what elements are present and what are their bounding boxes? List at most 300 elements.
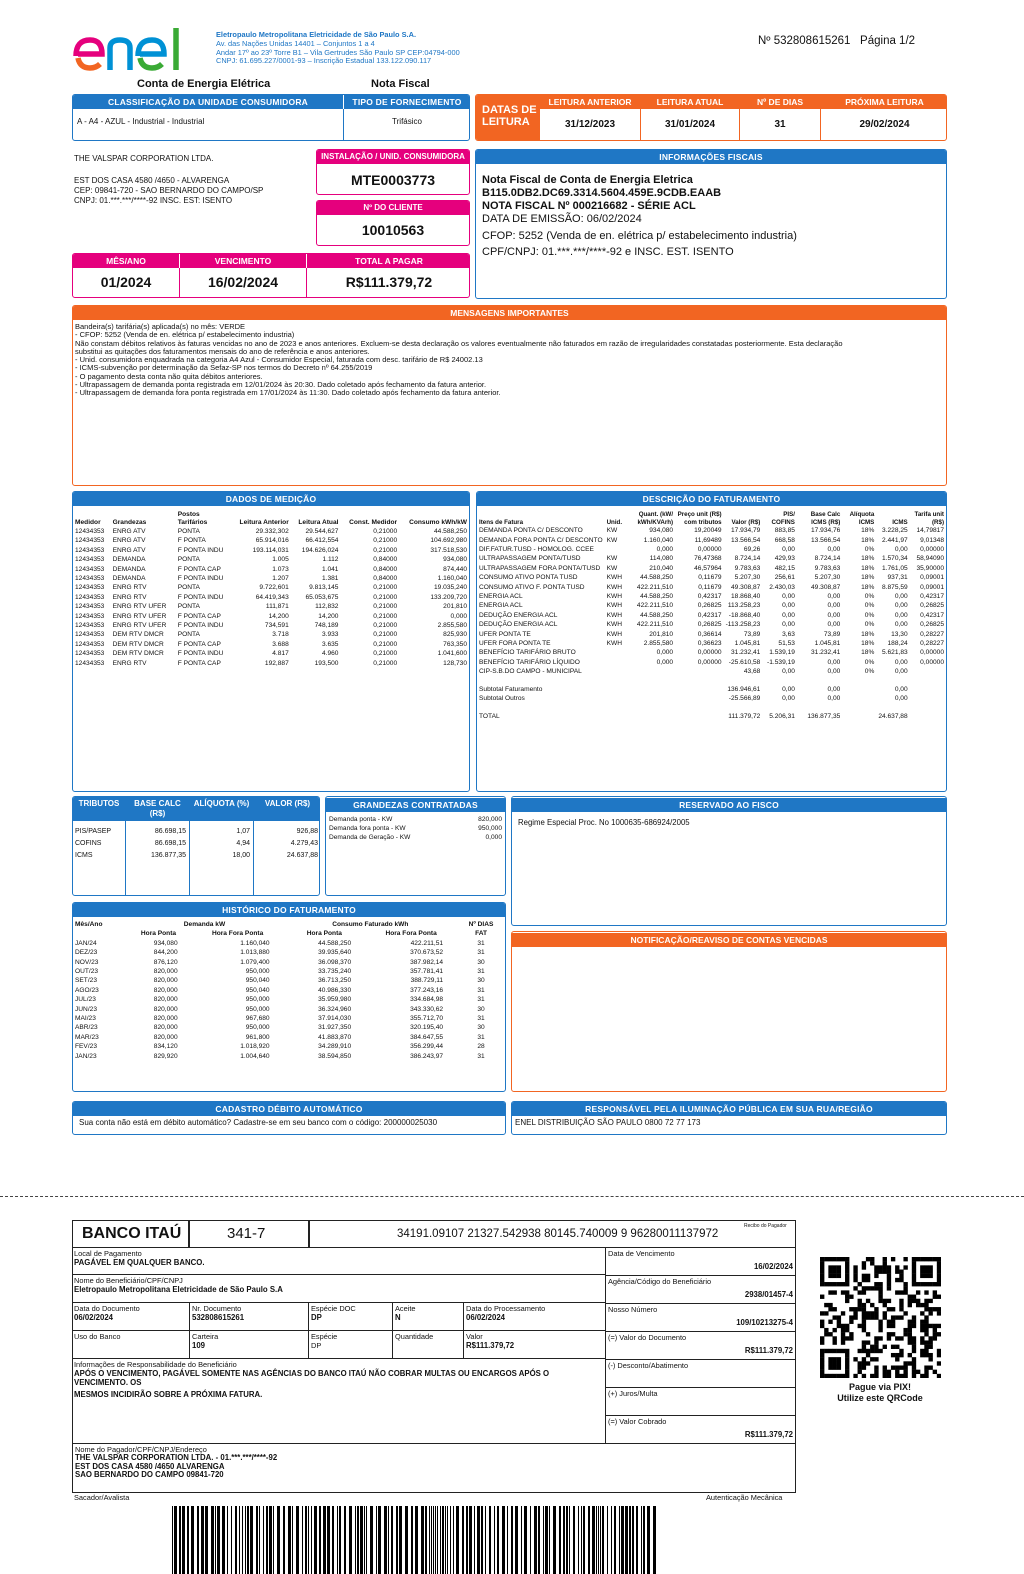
medicao-col: Consumo kWh/kW (409, 519, 467, 526)
faturamento-cell: 76,47368 (694, 555, 722, 563)
client-block (74, 154, 263, 206)
faturamento-cell: 49.308,87 (730, 583, 761, 591)
faturamento-cell: BENEFÍCIO TARIFÁRIO BRUTO (479, 649, 576, 657)
historico-cell: 377.243,16 (410, 986, 444, 994)
historico-cell: 820,000 (153, 1005, 178, 1013)
faturamento-cell (605, 648, 624, 657)
faturamento-cell: 43,68 (743, 668, 761, 676)
medicao-cell: 1.041 (321, 565, 339, 573)
beneficiario: Nome do Beneficiário/CPF/CNPJ Eletropaulo Metropolitana Eletricidade de São Paulo S.A (72, 1275, 606, 1303)
faturamento-cell: 0,000 (656, 546, 674, 553)
historico-cell: 35.959,980 (318, 996, 352, 1004)
historico-cell: SET/23 (75, 977, 97, 985)
debito-header: CADASTRO DÉBITO AUTOMÁTICO (73, 1102, 505, 1116)
faturamento-cell: 0,11679 (698, 574, 722, 582)
table-row (73, 630, 469, 639)
faturamento-cell: 0,00 (894, 593, 908, 601)
cut-line (0, 1196, 1024, 1197)
faturamento-cell: 0% (864, 546, 875, 553)
medicao-cell: 1.112 (322, 556, 339, 564)
medicao-cell: F PONTA CAP (177, 640, 221, 648)
medicao-cell: PONTA (177, 528, 200, 535)
tributos-cell: 86.698,15 (154, 828, 186, 835)
medicao-col: Medidor (75, 519, 101, 526)
bank-name: BANCO ITAÚ (82, 1225, 182, 1242)
historico-cell: 1.004,640 (240, 1052, 270, 1060)
faturamento-cell: 0,42317 (697, 611, 722, 619)
iluminacao-header: RESPONSÁVEL PELA ILUMINAÇÃO PÚBLICA EM SUA RUA/REGIÃO (512, 1102, 946, 1116)
iluminacao-box (511, 1101, 947, 1135)
medicao-table (73, 511, 469, 668)
medicao-cell: 934,080 (443, 556, 467, 564)
contratada-row (329, 833, 502, 842)
medicao-cell: 12434353 (75, 640, 105, 648)
medicao-cell: 4.817 (272, 650, 289, 658)
historico-cell: 820,000 (153, 1015, 178, 1023)
faturamento-cell: 0,00 (894, 658, 908, 666)
faturamento-cell: 17.934,76 (810, 527, 841, 535)
historico-cell: 31 (477, 1033, 485, 1041)
faturamento-cell: 0% (864, 668, 875, 676)
faturamento-cell: 0% (864, 658, 875, 666)
table-row (73, 621, 469, 630)
historico-cell: 844,200 (153, 949, 178, 957)
table-row (477, 554, 946, 563)
faturamento-cell: 9.783,63 (814, 564, 841, 572)
historico-cell: JAN/23 (75, 1052, 97, 1060)
faturamento-cell: 0,00 (782, 546, 795, 553)
historico-cell: 370.673,52 (410, 949, 444, 957)
faturamento-cell: 934,080 (649, 527, 674, 535)
faturamento-cell: 73,89 (823, 630, 841, 638)
faturamento-cell: 69,26 (743, 546, 761, 553)
table-row (477, 667, 946, 676)
faturamento-cell: 0,00 (827, 658, 841, 666)
faturamento-cell: 49.308,87 (810, 583, 841, 591)
carteira: Carteira 109 (190, 1331, 309, 1359)
faturamento-cell: 0,26825 (920, 602, 944, 610)
tributos-col: ALÍQUOTA (%) (193, 799, 250, 808)
medicao-cell: 0,21000 (373, 537, 398, 545)
medicao-cell: 12434353 (75, 528, 105, 535)
table-row (73, 659, 469, 668)
medicao-cell: PONTA (177, 556, 200, 564)
fiscais-emissao: DATA DE EMISSÃO: 06/02/2024 (482, 213, 642, 225)
historico-cell: NOV/23 (75, 958, 99, 966)
hist-sub-fat: FAT (475, 930, 488, 938)
medicao-cell: 763,350 (443, 640, 467, 648)
fisco-header: RESERVADO AO FISCO (512, 798, 946, 812)
medicao-col: Postos Tarifários (177, 511, 208, 526)
client-address-2: CEP: 09841-720 - SAO BERNARDO DO CAMPO/SP (74, 186, 264, 195)
nr-documento: Nr. Documento 532808615261 (190, 1303, 309, 1331)
historico-cell: 31 (477, 968, 485, 976)
historico-cell: 1.018,920 (240, 1043, 270, 1051)
faturamento-cell: 0,00 (827, 602, 841, 610)
hist-sub-ponta-2: Hora Ponta (306, 930, 342, 938)
medicao-cell: F PONTA INDU (177, 546, 224, 554)
medicao-cell: 65.914,016 (255, 537, 289, 545)
medicao-cell: 12434353 (75, 537, 105, 545)
faturamento-cell: 0% (864, 593, 875, 601)
faturamento-table (477, 511, 946, 721)
table-row (73, 593, 469, 602)
summary-valor: -25.566,89 (728, 695, 761, 703)
faturamento-cell: 0,42317 (920, 593, 944, 601)
faturamento-cell: 0,26825 (697, 621, 722, 629)
historico-cell: 44.588,250 (318, 939, 352, 947)
contratada-label: Demanda de Geração - KW (329, 834, 411, 841)
faturamento-cell: 31.232,41 (730, 649, 761, 657)
table-row (477, 592, 946, 601)
faturamento-cell: KW (606, 564, 618, 572)
medicao-cell: PONTA (177, 631, 200, 639)
client-address-1: EST DOS CASA 4580 /4650 - ALVARENGA (74, 176, 230, 185)
faturamento-cell: 0,00 (782, 602, 795, 610)
bank-code: 341-7 (227, 1225, 266, 1242)
faturamento-cell: 18% (861, 649, 875, 657)
historico-cell: ABR/23 (75, 1024, 98, 1032)
tributos-cell: 926,88 (296, 828, 318, 835)
historico-cell: 357.781,41 (410, 968, 444, 976)
faturamento-cell: 18% (861, 640, 875, 648)
hist-col-mes: Mês/Ano (75, 921, 103, 928)
faturamento-cell: 0,00000 (920, 649, 944, 657)
contratada-row (329, 824, 502, 833)
medicao-cell: 0,21000 (373, 659, 398, 667)
local-pagamento: Local de Pagamento PAGÁVEL EM QUALQUER BANCO. (72, 1248, 606, 1275)
medicao-cell: 44.588,250 (433, 528, 467, 535)
faturamento-cell: 51,53 (778, 640, 795, 648)
faturamento-cell: 8.875,59 (881, 583, 908, 591)
historico-cell: FEV/23 (75, 1043, 97, 1051)
faturamento-cell: 3.228,25 (881, 527, 908, 535)
summary-base: 136.877,35 (807, 712, 841, 720)
mensagem-line: substitui as quitações dos faturamentos mensais do ano de referência e anos anteriores. (75, 346, 370, 356)
uso-banco: Uso do Banco (72, 1331, 190, 1359)
historico-cell: 934,080 (153, 939, 178, 947)
faturamento-cell: 0,00 (782, 621, 795, 629)
faturamento-cell: 0,00000 (697, 658, 722, 666)
medicao-cell: 12434353 (75, 650, 105, 658)
table-row (73, 536, 469, 545)
table-row (477, 573, 946, 582)
faturamento-cell: 1.761,05 (881, 564, 908, 572)
page-indicator: Página 1/2 (860, 35, 916, 47)
table-row (477, 658, 946, 667)
faturamento-cell: 35,90000 (916, 564, 944, 572)
medicao-cell: 14,200 (318, 612, 339, 620)
table-row (73, 1042, 505, 1051)
medicao-cell: F PONTA INDU (177, 575, 224, 583)
table-row (73, 986, 505, 995)
medicao-cell: 0,21000 (373, 546, 398, 554)
table-row (73, 583, 469, 592)
medicao-cell: 1.160,040 (437, 575, 467, 583)
faturamento-col: Alíquota ICMS (849, 511, 875, 526)
medicao-cell: DEMANDA (112, 565, 146, 573)
mensagem-line: - ICMS-subvenção por determinação da Sefaz-SP nos termos do Decreto nº 64.255/2019 (75, 363, 373, 373)
faturamento-cell: 0,42317 (920, 611, 944, 619)
faturamento-cell: 0% (864, 611, 875, 619)
historico-cell: 36.098,370 (318, 958, 352, 966)
faturamento-cell: 0,36614 (697, 630, 722, 638)
medicao-cell: 12434353 (75, 612, 105, 620)
faturamento-cell: 0,26825 (697, 602, 722, 610)
recibo-label: Recibo do Pagador (744, 1223, 787, 1229)
faturamento-cell: 0,00 (827, 668, 841, 676)
medicao-cell: 0,84000 (373, 575, 398, 583)
faturamento-cell: 0,28227 (920, 630, 944, 638)
faturamento-cell: KW (606, 527, 618, 535)
faturamento-cell: KWH (606, 602, 622, 610)
faturamento-cell: 18% (861, 574, 875, 582)
historico-cell: 31 (477, 939, 485, 947)
medicao-cell: DEMANDA (112, 575, 146, 583)
mes-ano-header: MÊS/ANO (73, 254, 179, 268)
mensagens-header: MENSAGENS IMPORTANTES (73, 306, 946, 320)
nosso-numero: Nosso Número 109/10213275-4 (606, 1304, 796, 1332)
tributos-cell: ICMS (75, 852, 93, 859)
faturamento-box (476, 491, 947, 792)
contratada-row (329, 815, 502, 824)
company-cnpj: CNPJ: 61.695.227/0001-93 – Inscrição Estadual 133.122.090.117 (216, 56, 432, 66)
especie: Espécie DP (309, 1331, 393, 1359)
fiscais-cfop: CFOP: 5252 (Venda de en. elétrica p/ estabelecimento industria) (482, 230, 797, 242)
data-documento: Data do Documento 06/02/2024 (72, 1303, 190, 1331)
medicao-cell: DEM RTV DMCR (112, 640, 164, 648)
historico-cell: 31.927,350 (318, 1024, 352, 1032)
medicao-cell: 12434353 (75, 603, 105, 611)
faturamento-cell: 44.588,250 (640, 574, 674, 582)
historico-cell: 950,040 (245, 977, 270, 985)
mensagem-line: - CFOP: 5252 (Venda de en. elétrica p/ estabelecimento industria) (75, 330, 295, 340)
historico-cell: 28 (477, 1043, 485, 1051)
table-row (73, 995, 505, 1004)
tributos-cell: 18,00 (232, 852, 250, 859)
dias-value: 31 (774, 119, 786, 130)
sacador-label: Sacador/Avalista (74, 1493, 130, 1502)
instalacao-header: INSTALAÇÃO / UNID. CONSUMIDORA (317, 150, 469, 164)
data-processamento: Data do Processamento 06/02/2024 (464, 1303, 606, 1331)
classificacao-value: A - A4 - AZUL - Industrial - Industrial (77, 117, 205, 126)
medicao-cell: 874,440 (443, 565, 467, 573)
medicao-cell: 4.960 (321, 650, 339, 658)
historico-cell: 31 (477, 1052, 485, 1060)
medicao-cell: ENRG RTV UFER (112, 612, 167, 620)
historico-cell: 820,000 (153, 968, 178, 976)
faturamento-cell: 0,00 (894, 602, 908, 610)
faturamento-cell: 2.855,580 (643, 640, 674, 648)
faturamento-cell: 113.258,23 (727, 602, 761, 610)
faturamento-cell: 0,11679 (698, 583, 722, 591)
faturamento-cell: 0,00 (782, 593, 795, 601)
medicao-header: DADOS DE MEDIÇÃO (73, 492, 469, 506)
faturamento-cell: 0,000 (656, 649, 674, 657)
table-row (477, 564, 946, 573)
medicao-cell: 193,500 (314, 659, 339, 667)
medicao-col: Leitura Atual (298, 519, 339, 526)
faturamento-cell: DIF.FATUR.TUSD - HOMOLOG. CCEE (479, 546, 594, 553)
faturamento-col: Base Calc ICMS (R$) (810, 511, 841, 526)
faturamento-cell: UFER PONTA TE (479, 630, 531, 638)
summary-icms: 0,00 (894, 685, 908, 693)
historico-cell: 876,120 (153, 958, 178, 966)
faturamento-cell: 937,31 (887, 574, 908, 582)
contratada-label: Demanda ponta - KW (329, 816, 393, 823)
document-number: Nº 532808615261 Página 1/2 (758, 35, 916, 47)
medicao-cell: 192,887 (264, 659, 289, 667)
mensagens-text (73, 320, 946, 401)
valor-cobrado: (=) Valor Cobrado R$111.379,72 (606, 1416, 796, 1444)
faturamento-cell: 44.588,250 (640, 611, 674, 619)
iluminacao-text: ENEL DISTRIBUIÇÃO SÃO PAULO 0800 72 77 173 (515, 1118, 701, 1127)
medicao-cell: 0,84000 (373, 556, 398, 564)
summary-row (477, 712, 946, 721)
historico-cell: 950,000 (245, 996, 270, 1004)
tributos-cell: PIS/PASEP (75, 828, 112, 835)
notificacao-header: NOTIFICAÇÃO/REAVISO DE CONTAS VENCIDAS (512, 933, 946, 947)
faturamento-cell: 0,00000 (697, 546, 722, 553)
table-row (73, 640, 469, 649)
historico-cell: 386.243,97 (410, 1052, 444, 1060)
historico-table (73, 920, 505, 1061)
autenticacao-label: Autenticação Mecânica (706, 1493, 783, 1502)
pagador: Nome do Pagador/CPF/CNPJ/Endereço THE VALSPAR CORPORATION LTDA. - 01.***.***/****-92 EST DOS CASA 4580 /4650 ALVARENGA SAO BERNARDO DO CAMPO 09841-720 (72, 1444, 796, 1493)
historico-cell: 356.299,44 (410, 1043, 444, 1051)
leitura-atual-value: 31/01/2024 (664, 119, 716, 130)
faturamento-cell: 14,79817 (916, 527, 944, 535)
table-row (477, 526, 946, 535)
medicao-col: Grandezas (112, 519, 147, 526)
historico-cell: 834,120 (153, 1043, 178, 1051)
historico-cell: 950,000 (245, 1024, 270, 1032)
faturamento-cell: 1.160,040 (643, 536, 674, 544)
tributos-col: TRIBUTOS (78, 799, 120, 808)
medicao-cell: 133.209,720 (430, 593, 467, 601)
faturamento-cell (910, 667, 946, 676)
historico-cell: OUT/23 (75, 968, 99, 976)
historico-cell: 388.729,11 (410, 977, 444, 985)
medicao-cell: 104.692,980 (430, 537, 467, 545)
historico-cell: 422.211,51 (410, 939, 444, 947)
faturamento-cell: 31.232,41 (810, 649, 841, 657)
table-row (477, 536, 946, 545)
faturamento-col: PIS/ COFINS (771, 511, 795, 526)
faturamento-cell: 9,01348 (920, 536, 944, 544)
faturamento-cell (624, 667, 675, 676)
historico-cell: 31 (477, 996, 485, 1004)
medicao-cell: 12434353 (75, 575, 105, 583)
contratadas-box (325, 796, 506, 896)
faturamento-cell: BENEFÍCIO TARIFÁRIO LÍQUIDO (479, 658, 580, 666)
mes-ano-value: 01/2024 (100, 274, 152, 290)
medicao-cell: 1.041,600 (437, 650, 467, 658)
faturamento-cell: 0,00 (827, 593, 841, 601)
instalacao-value: MTE0003773 (350, 172, 436, 188)
medicao-cell: F PONTA INDU (177, 622, 224, 630)
historico-cell: 820,000 (153, 1033, 178, 1041)
medicao-cell: 29.332,302 (255, 528, 289, 535)
historico-cell: 355.712,70 (410, 1015, 444, 1023)
historico-cell: MAR/23 (75, 1033, 99, 1041)
historico-cell: 40.986,330 (318, 986, 352, 994)
historico-cell: 30 (477, 1005, 485, 1013)
tributos-cell: 4,94 (236, 840, 250, 847)
table-row (477, 611, 946, 620)
faturamento-cell: 0,42317 (697, 593, 722, 601)
hist-col-dias: Nº DIAS (468, 921, 494, 928)
table-row (73, 1023, 505, 1032)
aceite: Aceite N (393, 1303, 464, 1331)
faturamento-cell: 429,93 (774, 555, 795, 563)
faturamento-cell: 2.430,03 (769, 583, 795, 591)
table-row (477, 601, 946, 610)
pix-caption: Pague via PIX! Utilize este QRCode (837, 1382, 923, 1403)
pix-qr-code[interactable] (820, 1257, 941, 1378)
medicao-col: Leitura Anterior (239, 519, 289, 526)
historico-box (72, 902, 506, 1092)
faturamento-cell: 3,63 (782, 630, 795, 638)
vencimento-header: VENCIMENTO (180, 254, 306, 268)
contratada-value: 820,000 (478, 816, 502, 823)
historico-cell: 31 (477, 986, 485, 994)
table-row (73, 976, 505, 985)
summary-pis: 0,00 (782, 685, 795, 693)
valor: Valor R$111.379,72 (464, 1331, 606, 1359)
medicao-cell: ENRG RTV UFER (112, 603, 167, 611)
barcode (172, 1506, 658, 1574)
faturamento-col: Tarifa unit (R$) (914, 511, 944, 526)
proxima-leitura-value: 29/02/2024 (859, 119, 910, 130)
juros-multa: (+) Juros/Multa (606, 1388, 796, 1416)
medicao-cell: 19.035,240 (433, 584, 467, 592)
notificacao-box (511, 931, 947, 1092)
cliente-header: Nº DO CLIENTE (317, 201, 469, 215)
medicao-cell: 194.626,024 (301, 546, 339, 554)
faturamento-cell (675, 667, 724, 676)
table-row (477, 639, 946, 648)
doc-title-left: Conta de Energia Elétrica (137, 78, 271, 90)
medicao-cell: 1.381 (321, 575, 339, 583)
faturamento-cell: 0,00000 (920, 658, 944, 666)
medicao-cell: 0,000 (450, 612, 467, 620)
enel-logo (72, 26, 192, 74)
table-row (73, 649, 469, 658)
historico-cell: 36.324,960 (318, 1005, 352, 1013)
fiscais-key: B115.0DB2.DC69.3314.5604.459E.9CDB.EAAB (482, 187, 722, 199)
faturamento-cell: 201,810 (649, 630, 674, 638)
historico-cell: 41.883,870 (318, 1033, 352, 1041)
faturamento-cell: 210,040 (649, 564, 674, 572)
faturamento-cell: 5.621,83 (881, 649, 908, 657)
historico-cell: 387.982,14 (410, 958, 444, 966)
fisco-text: Regime Especial Proc. No 1000635-686924/2005 (518, 818, 690, 827)
summary-valor: 111.379,72 (728, 712, 761, 720)
medicao-cell: 29.544,627 (305, 528, 339, 535)
medicao-cell: 1.073 (272, 565, 289, 573)
table-row (73, 939, 505, 948)
medicao-cell: F PONTA CAP (177, 565, 221, 573)
historico-header: HISTÓRICO DO FATURAMENTO (73, 903, 505, 917)
tributos-col: VALOR (R$) (264, 799, 311, 808)
historico-cell: 320.195,40 (410, 1024, 444, 1032)
pagamento-box (72, 253, 470, 298)
faturamento-cell: 18% (861, 583, 875, 591)
summary-valor: 136.946,61 (727, 685, 761, 693)
medicao-cell: 12434353 (75, 631, 105, 639)
faturamento-cell: CONSUMO ATIVO F. PONTA TUSD (479, 583, 585, 591)
